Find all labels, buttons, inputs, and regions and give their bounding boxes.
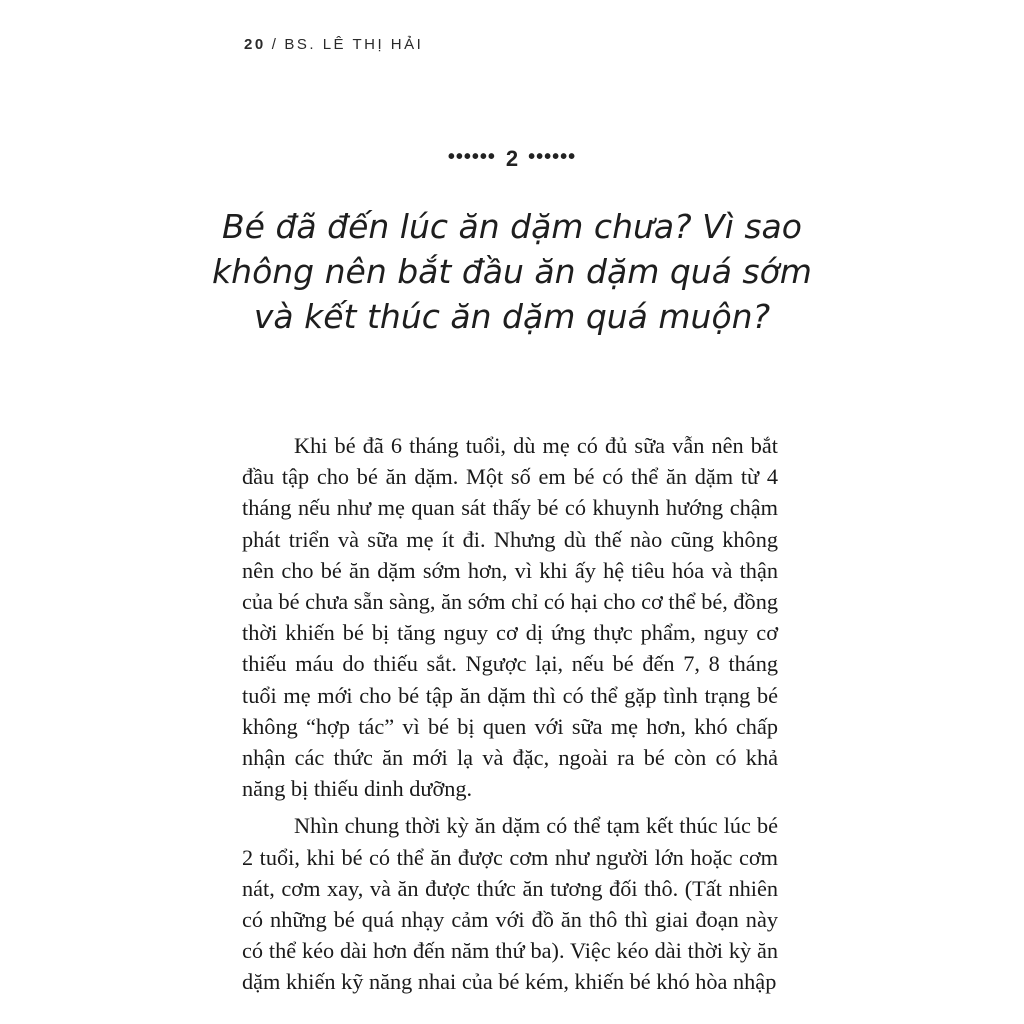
running-header [244, 36, 423, 53]
author-name: BS. LÊ THỊ HẢI [284, 36, 424, 53]
chapter-marker [0, 146, 1024, 172]
paragraph: Khi bé đã 6 tháng tuổi, dù mẹ có đủ sữa vẫn nên bắt đầu tập cho bé ăn dặm. Một số em bé có thể ăn dặm từ 4 tháng nếu như mẹ quan sát thấy bé có khuynh hướng chậm phát triển và sữa mẹ ít đi. Nhưng dù thế nào cũng không nên cho bé ăn dặm sớm hơn, vì khi ấy hệ tiêu hóa và thận của bé chưa sẵn sàng, ăn sớm chỉ có hại cho cơ thể bé, đồng thời khiến bé bị tăng nguy cơ dị ứng thực phẩm, nguy cơ thiếu máu do thiếu sắt. Ngược lại, nếu bé đến 7, 8 tháng tuổi mẹ mới cho bé tập ăn dặm thì có thể gặp tình trạng bé không “hợp tác” vì bé bị quen với sữa mẹ hơn, khó chấp nhận các thức ăn mới lạ và đặc, ngoài ra bé còn có khả năng bị thiếu dinh dưỡng. [242, 433, 778, 802]
body-text [242, 430, 778, 998]
header-separator: / [271, 36, 279, 53]
chapter-title: Bé đã đến lúc ăn dặm chưa? Vì sao không nên bắt đầu ăn dặm quá sớm và kết thúc ăn dặm quá muộn? [212, 207, 812, 336]
chapter-number: 2 [505, 146, 519, 171]
page-number: 20 [244, 36, 266, 53]
chapter-dots-left: •••••• [447, 146, 496, 168]
paragraph: Nhìn chung thời kỳ ăn dặm có thể tạm kết thúc lúc bé 2 tuổi, khi bé có thể ăn được cơm như người lớn hoặc cơm nát, cơm xay, và ăn được thức ăn tương đối thô. (Tất nhiên có những bé quá nhạy cảm với đồ ăn thô thì giai đoạn này có thể kéo dài hơn đến năm thứ ba). Việc kéo dài thời kỳ ăn dặm khiến kỹ năng nhai của bé kém, khiến bé khó hòa nhập [242, 813, 778, 995]
chapter-dots-right: •••••• [528, 146, 577, 168]
